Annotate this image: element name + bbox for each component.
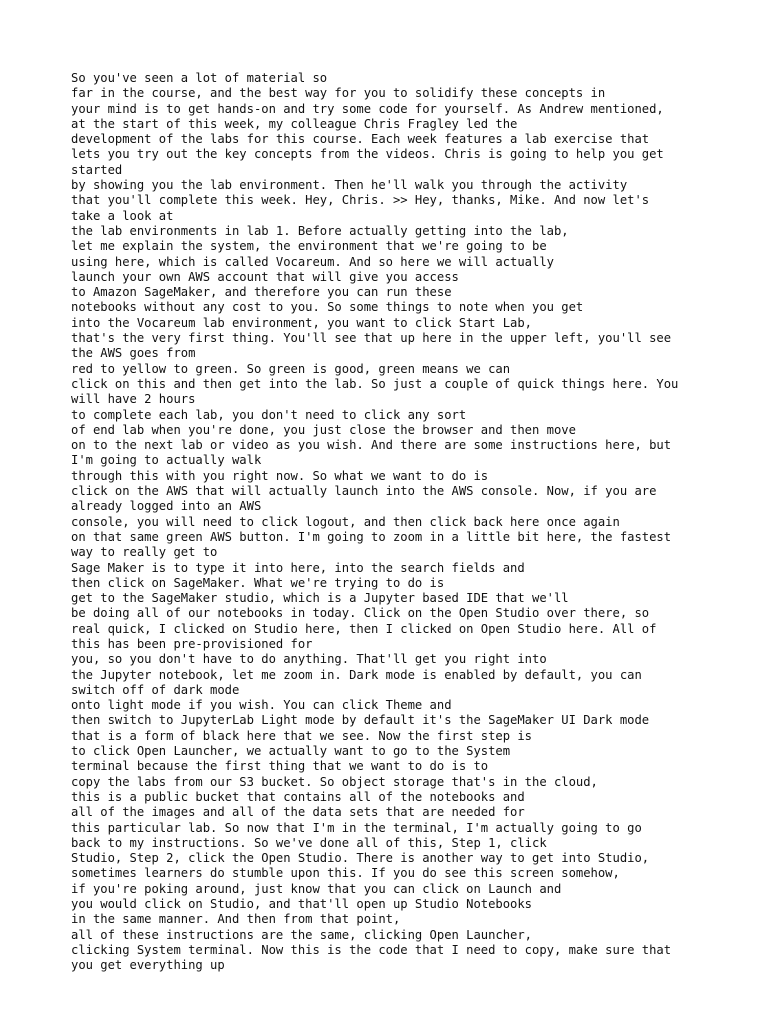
transcript-line: notebooks without any cost to you. So some things to note when you get (71, 300, 584, 315)
transcript-line: all of these instructions are the same, clicking Open Launcher, (71, 927, 533, 942)
transcript-line: I'm going to actually walk (71, 453, 262, 468)
transcript-line: to click Open Launcher, we actually want to go to the System (71, 744, 511, 759)
transcript-line: this particular lab. So now that I'm in the terminal, I'm actually going to go (71, 820, 642, 835)
transcript-line: all of the images and all of the data sets that are needed for (71, 805, 525, 820)
transcript-line: So you've seen a lot of material so (71, 71, 328, 85)
transcript-line: this has been pre-provisioned for (71, 636, 313, 651)
transcript-line: far in the course, and the best way for you to solidify these concepts in (71, 86, 606, 101)
transcript-line: on that same green AWS button. I'm going to zoom in a little bit here, the fastest (71, 529, 672, 544)
transcript-line: launch your own AWS account that will give you access (71, 269, 459, 284)
transcript-line: you, so you don't have to do anything. That'll get you right into (71, 652, 547, 667)
transcript-line: you would click on Studio, and that'll open up Studio Notebooks (71, 897, 533, 912)
transcript-line: Studio, Step 2, click the Open Studio. There is another way to get into Studio, (71, 851, 650, 866)
transcript-line: back to my instructions. So we've done all of this, Step 1, click (71, 835, 547, 850)
transcript-line: Sage Maker is to type it into here, into the search fields and (71, 560, 525, 575)
transcript-line: your mind is to get hands-on and try some code for yourself. As Andrew mentioned, (71, 101, 664, 116)
transcript-line: take a look at (71, 208, 174, 223)
transcript-line: will have 2 hours (71, 392, 196, 407)
transcript-line: sometimes learners do stumble upon this. If you do see this screen somehow, (71, 866, 620, 881)
transcript-line: by showing you the lab environment. Then he'll walk you through the activity (71, 178, 628, 193)
transcript-line: that is a form of black here that we see. Now the first step is (71, 728, 533, 743)
transcript-line: way to really get to (71, 545, 218, 560)
transcript-line: that you'll complete this week. Hey, Chris. >> Hey, thanks, Mike. And now let's (71, 193, 650, 208)
transcript-line: click on this and then get into the lab. So just a couple of quick things here. You (71, 376, 679, 391)
transcript-line: lets you try out the key concepts from the videos. Chris is going to help you get (71, 147, 664, 162)
transcript-line: click on the AWS that will actually launch into the AWS console. Now, if you are (71, 484, 657, 499)
transcript-line: at the start of this week, my colleague Chris Fragley led the (71, 116, 518, 131)
transcript-text (71, 71, 761, 974)
transcript-line: the Jupyter notebook, let me zoom in. Dark mode is enabled by default, you can (71, 667, 642, 682)
transcript-line: of end lab when you're done, you just close the browser and then move (71, 422, 576, 437)
transcript-line: get to the SageMaker studio, which is a Jupyter based IDE that we'll (71, 591, 569, 606)
transcript-line: console, you will need to click logout, and then click back here once again (71, 514, 620, 529)
transcript-line: on to the next lab or video as you wish. And there are some instructions here, but (71, 438, 672, 453)
transcript-line: that's the very first thing. You'll see that up here in the upper left, you'll see (71, 331, 672, 346)
transcript-line: using here, which is called Vocareum. And so here we will actually (71, 254, 554, 269)
transcript-line: be doing all of our notebooks in today. Click on the Open Studio over there, so (71, 606, 650, 621)
transcript-line: the AWS goes from (71, 346, 196, 361)
transcript-line: terminal because the first thing that we want to do is to (71, 759, 489, 774)
transcript-line: through this with you right now. So what we want to do is (71, 468, 489, 483)
transcript-line: let me explain the system, the environment that we're going to be (71, 239, 547, 254)
transcript-line: into the Vocareum lab environment, you want to click Start Lab, (71, 315, 533, 330)
transcript-line: this is a public bucket that contains all of the notebooks and (71, 789, 525, 804)
transcript-line: in the same manner. And then from that point, (71, 912, 401, 927)
transcript-line: started (71, 162, 123, 177)
transcript-line: red to yellow to green. So green is good, green means we can (71, 361, 511, 376)
transcript-line: then switch to JupyterLab Light mode by default it's the SageMaker UI Dark mode (71, 713, 650, 728)
transcript-line: switch off of dark mode (71, 682, 240, 697)
transcript-line: copy the labs from our S3 bucket. So object storage that's in the cloud, (71, 774, 598, 789)
transcript-line: clicking System terminal. Now this is the code that I need to copy, make sure that (71, 942, 672, 957)
transcript-line: real quick, I clicked on Studio here, then I clicked on Open Studio here. All of (71, 621, 657, 636)
transcript-line: you get everything up (71, 958, 225, 973)
transcript-line: the lab environments in lab 1. Before actually getting into the lab, (71, 223, 569, 238)
transcript-line: onto light mode if you wish. You can click Theme and (71, 698, 452, 713)
transcript-line: if you're poking around, just know that you can click on Launch and (71, 881, 562, 896)
transcript-line: to complete each lab, you don't need to click any sort (71, 407, 467, 422)
transcript-line: to Amazon SageMaker, and therefore you can run these (71, 285, 452, 300)
transcript-line: then click on SageMaker. What we're trying to do is (71, 575, 445, 590)
transcript-line: already logged into an AWS (71, 499, 262, 514)
transcript-line: development of the labs for this course. Each week features a lab exercise that (71, 132, 650, 147)
